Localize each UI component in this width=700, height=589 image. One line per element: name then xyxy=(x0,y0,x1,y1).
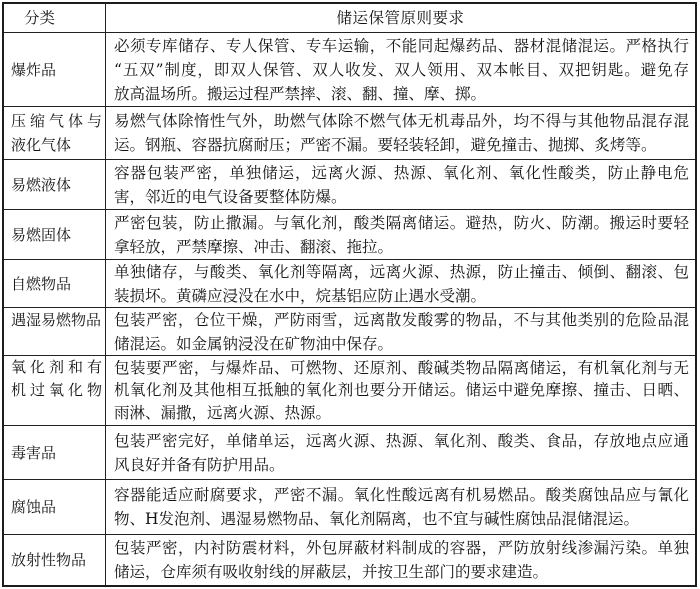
category-cell xyxy=(4,260,106,308)
requirement-line: 雨淋、漏撒，远离火源、热源。 xyxy=(114,403,332,422)
requirement-line: 放高温场所。搬运过程严禁摔、滚、翻、撞、摩、掷。 xyxy=(114,84,487,103)
requirement-line: 容器能适应耐腐要求，严密不漏。氧化性酸远离有机易燃品。酸类腐蚀品应与氰化 xyxy=(114,486,689,504)
requirements-cell xyxy=(106,535,695,585)
requirement-line: 包装严密完好，单储单运，远离火源、热源、氧化剂、酸类、食品，存放地点应通 xyxy=(114,431,689,450)
requirement-line: 储混运。如金属钠浸没在矿物油中保存。 xyxy=(114,334,394,353)
requirement-line: 物、H发泡剂、遇湿易燃物品、氧化剂隔离，也不宜与碱性腐蚀品混储混运。 xyxy=(114,510,640,528)
category-cell xyxy=(4,160,106,210)
header-category-label: 分类 xyxy=(24,9,56,27)
requirement-line: 包装严密，内衬防震材料，外包屏蔽材料制成的容器，严防放射线渗漏污染。单独 xyxy=(114,539,689,557)
category-text: 腐蚀品 xyxy=(11,498,57,516)
header-category xyxy=(4,4,106,33)
category-text: 爆炸品 xyxy=(11,60,57,79)
requirement-line: 包装严密，仓位干燥，严防雨雪，远离散发酸雾的物品，不与其他类别的危险品混 xyxy=(114,310,689,329)
category-text: 机过氧化物 xyxy=(11,380,102,399)
requirement-line: 包装要严密，与爆炸品、可燃物、还原剂、酸碱类物品隔离储运，有机氧化剂与无 xyxy=(114,358,689,377)
requirement-line: 必须专库储存、专人保管、专车运输，不能同起爆药品、器材混储混运。严格执行 xyxy=(114,36,689,55)
category-cell xyxy=(4,535,106,585)
category-text: 遇湿易燃物品 xyxy=(11,311,102,329)
requirement-line: 机氧化剂及其他相互抵触的氧化剂也要分开储运。储运中避免摩擦、撞击、日晒、 xyxy=(114,381,689,400)
storage-requirements-table xyxy=(2,2,697,587)
header-requirements-label: 储运保管原则要求 xyxy=(336,9,465,27)
requirements-cell xyxy=(106,260,695,308)
category-cell xyxy=(4,210,106,260)
requirement-line: 拿轻放，严禁摩擦、冲击、翻滚、拖拉。 xyxy=(114,237,394,256)
category-cell xyxy=(4,426,106,480)
requirement-line: 单独储存，与酸类、氧化剂等隔离，远离火源、热源，防止撞击、倾倒、翻滚、包 xyxy=(114,262,689,281)
category-cell xyxy=(4,308,106,356)
requirement-line: 风良好并备有防护用品。 xyxy=(114,455,285,474)
category-text: 放射性物品 xyxy=(11,551,87,569)
requirement-line: 严密包装，防止撒漏。与氧化剂，酸类隔离储运。避热，防火、防潮。搬运时要轻 xyxy=(114,213,689,232)
category-text: 自燃物品 xyxy=(11,274,72,293)
requirement-line: “五双”制度，即双人保管、双人收发、双人领用、双本帐目、双把钥匙。避免存 xyxy=(114,60,689,79)
requirement-line: 装损坏。黄磷应浸没在水中，烷基铝应防止遇水受潮。 xyxy=(114,286,487,305)
requirements-cell xyxy=(106,426,695,480)
requirement-line: 害，邻近的电气设备要整体防爆。 xyxy=(114,187,347,206)
requirements-cell xyxy=(106,308,695,356)
requirement-line: 容器包装严密，单独储运，远离火源、热源、氧化剂、氧化性酸类，防止静电危 xyxy=(114,163,689,182)
requirements-cell xyxy=(106,480,695,535)
requirements-cell xyxy=(106,33,695,107)
requirements-cell xyxy=(106,107,695,160)
category-text: 毒害品 xyxy=(11,443,57,462)
requirement-line: 易燃气体除惰性气外，助燃气体除不燃气体无机毒品外，均不得与其他物品混存混 xyxy=(114,112,689,130)
category-cell xyxy=(4,107,106,160)
category-cell xyxy=(4,33,106,107)
requirement-line: 储运，仓库须有吸收射线的屏蔽层，并按卫生部门的要求建造。 xyxy=(114,563,549,581)
category-text: 氧化剂和有 xyxy=(11,358,102,376)
category-text: 易燃固体 xyxy=(11,225,72,244)
requirements-cell xyxy=(106,356,695,426)
requirements-cell xyxy=(106,210,695,260)
header-requirements xyxy=(106,4,695,33)
category-text: 液化气体 xyxy=(11,136,72,154)
category-cell xyxy=(4,480,106,535)
requirement-line: 运。钢瓶、容器抗腐耐压；严密不漏。要轻装轻卸，避免撞击、抛掷、炙烤等。 xyxy=(114,136,657,154)
category-cell xyxy=(4,356,106,426)
category-text: 压缩气体与 xyxy=(11,112,102,130)
requirements-cell xyxy=(106,160,695,210)
category-text: 易燃液体 xyxy=(11,175,72,194)
